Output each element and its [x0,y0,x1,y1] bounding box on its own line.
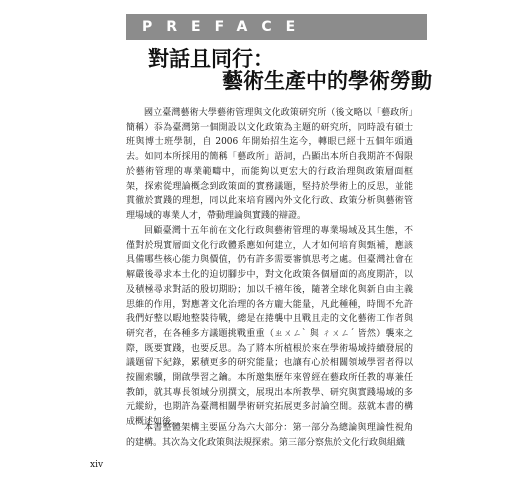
preface-banner [126,14,427,40]
body-paragraph-1: 國立臺灣藝術大學藝術管理與文化政策研究所（後文略以「藝政所」簡稱）忝為臺灣第一個開設以文化政策為主題的研究所，同時設有碩士班與博士班學制，自 2006 年開始招生迄今，轉眼已經十五個年頭過去。如同本所採用的簡稱「藝政所」語詞，凸顯出本所自我期許不侷限於藝術管理的專業範疇中，而能夠以更宏大的行政治理與政策層面框架，探索從理論概念到政策面的實務議題，堅持於學術上的反思，並能貫徹於實踐的理想，同以此來培育國內外文化行政、政策分析與藝術管理場域的專業人才，帶動理論與實踐的辯證。 [126,108,413,221]
body-paragraph-3: 本書整體架構主要區分為六大部分：第一部分為總論與理論性視角的建構。其次為文化政策與法規探索。第三部分察焦於文化行政與組織 [126,423,413,448]
page-title-line-1: 對話且同行： [148,47,274,71]
preface-label: PREFACE [142,19,310,35]
page-title-line-2: 藝術生產中的學術勞動 [222,69,432,93]
body-paragraph-2: 回顧臺灣十五年前在文化行政與藝術管理的專業場域及其生態，不僅對於現實層面文化行政體系應如何建立，人才如何培育與甄補，應該具備哪些核心能力與價值，仍有許多需要審慎思考之處。但臺灣社會在解嚴後尋求本土化的迫切腳步中，對文化政策各個層面的高度期許，以及積極尋求對話的殷切期盼；加以千禧年後，隨著全球化與新自由主義思維的作用，對應著文化治理的各方龐大能量，凡此種種，時間不允許我們好整以暇地整裝待戰，總是在捲襲中且戰且走的文化藝術工作者與研究者，在各種多方議題挑戰重重（ㄓㄨㄥˋ 與 ㄔㄨㄥˊ 皆然）襲來之際，既要實踐，也要反思。為了將本所植根於來在學術場域持續發展的議題留下紀錄，累積更多的研究能量；也讓有心於相關領域學習者得以按圖索驥，開啟學習之鑰。本所邀集歷年來曾經在藝政所任教的專兼任教師，就其專長領域分別撰文，展現出本所教學、研究與實踐場域的多元縱紛，也期許為臺灣相關學術研究拓展更多討論空間。茲就本書的構成概述如後。 [126,226,413,428]
page-number: xiv [90,460,104,470]
